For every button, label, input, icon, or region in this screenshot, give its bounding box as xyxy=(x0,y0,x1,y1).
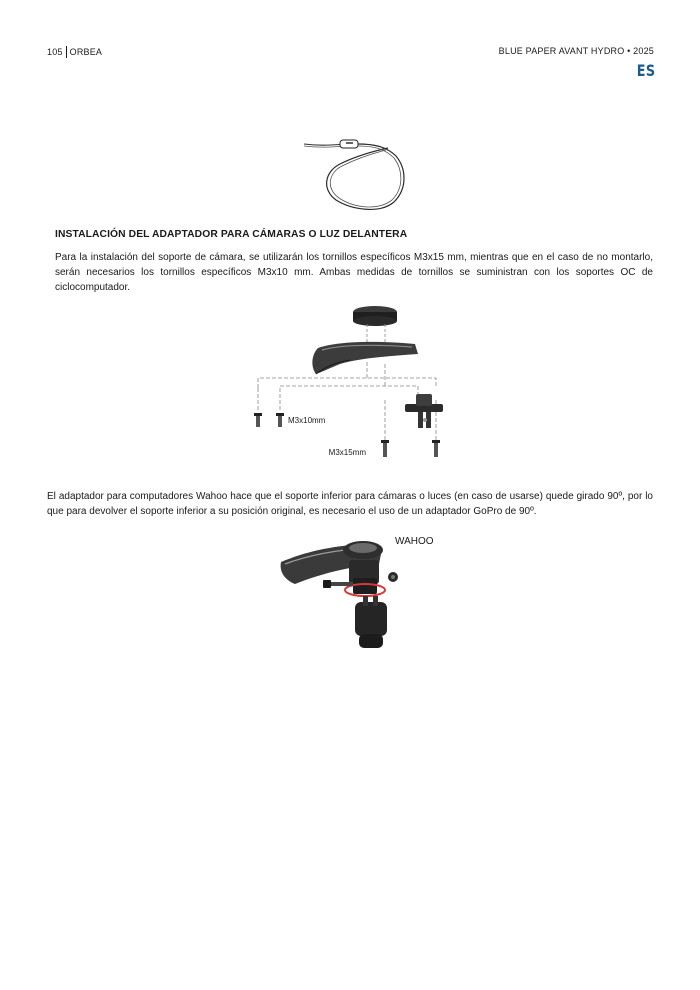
wahoo-gopro-mount xyxy=(355,596,387,648)
screw-m3x15-left xyxy=(381,440,389,457)
gopro-adapter xyxy=(405,394,443,428)
computer-mount-top xyxy=(353,306,397,326)
lanyard-illustration xyxy=(300,132,410,214)
screw-m3x10-left xyxy=(254,413,262,427)
section-paragraph: Para la instalación del soporte de cámara, se utilizarán los tornillos específicos M3x15 mm, mientras que en el caso de no montarlo, serán necesarios los tornillos específicos M3x10 mm. Ambas medidas de tornillos se suministran con los soportes OC de ciclocomputador. xyxy=(55,252,653,293)
mount-arm xyxy=(312,342,418,374)
page-header-left xyxy=(47,46,102,58)
wahoo-paragraph: El adaptador para computadores Wahoo hace que el soporte inferior para cámaras o luces (en caso de usarse) quede girado 90º, por lo que para devolver el soporte inferior a su posición original, es necesario el uso de un adaptador GoPro de 90º. xyxy=(47,491,653,517)
page-number: 105 xyxy=(47,47,63,57)
camera-adapter-diagram xyxy=(240,300,460,470)
screw-m3x15-right xyxy=(432,440,440,457)
screw-m3x10-right xyxy=(276,413,284,427)
brand-name: ORBEA xyxy=(69,47,103,57)
language-tag: ES xyxy=(636,61,655,80)
label-wahoo: WAHOO xyxy=(395,536,434,547)
header-divider xyxy=(66,46,67,58)
wahoo-nut xyxy=(388,572,398,582)
section-title: INSTALACIÓN DEL ADAPTADOR PARA CÁMARAS O LUZ DELANTERA xyxy=(55,229,408,240)
label-m3x15: M3x15mm xyxy=(328,448,366,457)
document-title: BLUE PAPER AVANT HYDRO • 2025 xyxy=(498,46,654,56)
wahoo-adapter-body xyxy=(345,560,385,596)
wahoo-adapter-diagram xyxy=(275,530,445,655)
label-m3x10: M3x10mm xyxy=(288,416,326,425)
